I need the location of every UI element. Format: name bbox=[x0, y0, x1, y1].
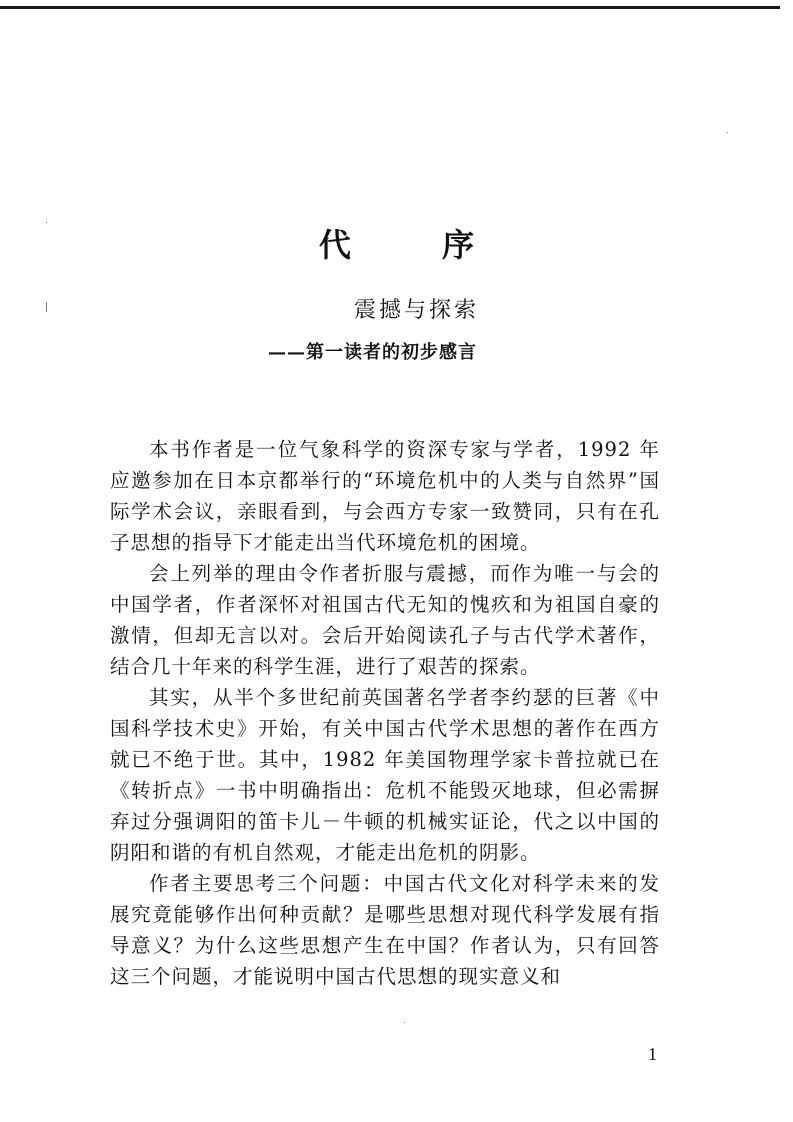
page-subtitle: 震撼与探索 bbox=[353, 298, 479, 323]
top-rule bbox=[0, 6, 780, 9]
paragraph-2: 会上列举的理由令作者折服与震撼，而作为唯一与会的中国学者，作者深怀对祖国古代无知的愧疚和为祖国自豪的激情，但却无言以对。会后开始阅读孔子与古代学术著作，结合几十年来的科学生涯，进行了艰苦的探索。 bbox=[110, 562, 660, 678]
scan-dot bbox=[404, 1022, 405, 1023]
paragraph-1: 本书作者是一位气象科学的资深专家与学者，1992 年应邀参加在日本京都举行的“环境危机中的人类与自然界”国际学术会议，亲眼看到，与会西方专家一致赞同，只有在孔子思想的指导下才能走出当代环境危机的困境。 bbox=[110, 438, 660, 554]
paragraph-4: 作者主要思考三个问题：中国古代文化对科学未来的发展究竟能够作出何种贡献？是哪些思想对现代科学发展有指导意义？为什么这些思想产生在中国？作者认为，只有回答这三个问题，才能说明中国古代思想的现实意义和 bbox=[110, 872, 660, 988]
page-subsubtitle: ——第一读者的初步感言 bbox=[268, 342, 477, 363]
paragraph-3: 其实，从半个多世纪前英国著名学者李约瑟的巨著《中国科学技术史》开始，有关中国古代学术思想的著作在西方就已不绝于世。其中，1982 年美国物理学家卡普拉就已在《转折点》一书中明确指出：危机不能毁灭地球，但必需摒弃过分强调阳的笛卡儿－牛顿的机械实证论，代之以中国的阴阳和谐的有机自然观，才能走出危机的阴影。 bbox=[110, 686, 660, 864]
page-number: 1 bbox=[648, 1044, 657, 1064]
body-text bbox=[110, 434, 660, 992]
scan-dot bbox=[727, 132, 728, 133]
page-title: 代 序 bbox=[318, 226, 515, 264]
